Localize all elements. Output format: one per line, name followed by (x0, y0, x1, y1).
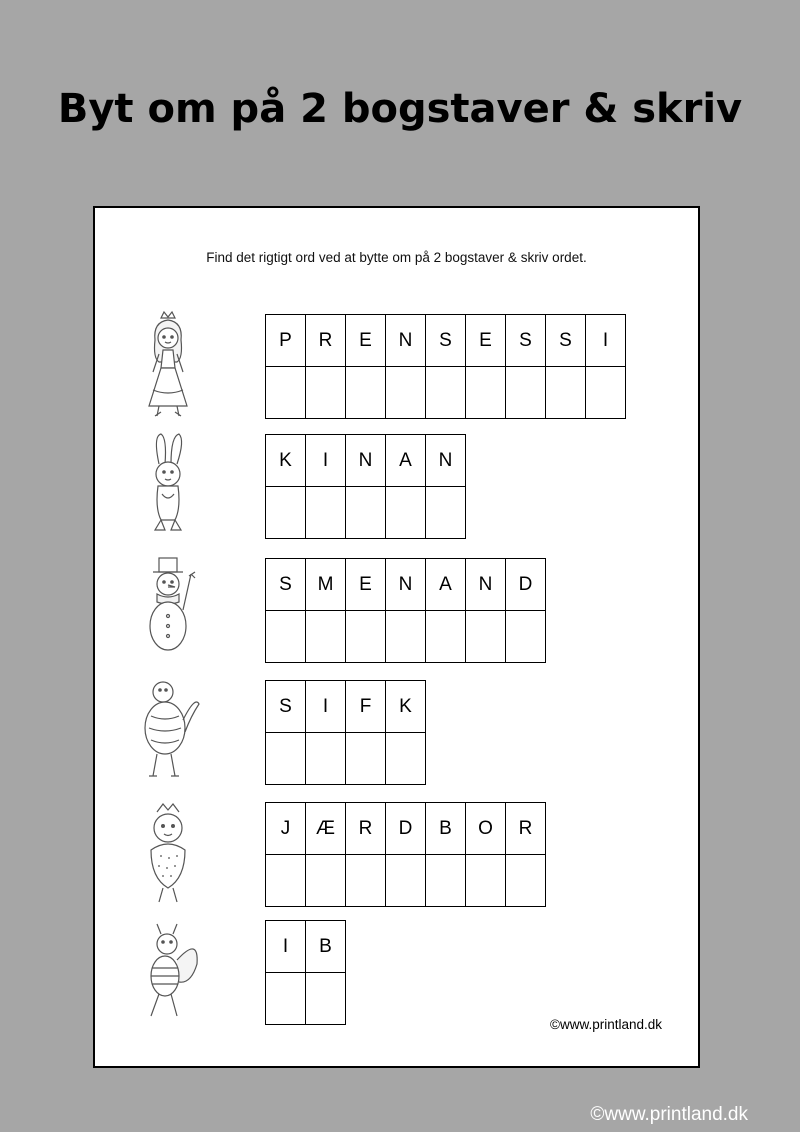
letter-cell: R (346, 803, 386, 855)
answer-cell[interactable] (266, 611, 306, 663)
answer-cell[interactable] (346, 733, 386, 785)
answer-cell[interactable] (506, 855, 546, 907)
answer-cell[interactable] (466, 611, 506, 663)
letter-grid (265, 434, 466, 539)
letter-cell: E (466, 315, 506, 367)
letter-cell: E (346, 559, 386, 611)
answer-cell[interactable] (306, 973, 346, 1025)
letter-grid (265, 802, 546, 907)
letter-grid (265, 920, 346, 1025)
letter-cell: A (426, 559, 466, 611)
answer-cell[interactable] (386, 367, 426, 419)
answer-cell[interactable] (386, 855, 426, 907)
answer-cell[interactable] (546, 367, 586, 419)
letter-cell: K (266, 435, 306, 487)
answer-cell[interactable] (426, 855, 466, 907)
bee-icon (133, 920, 203, 1030)
answer-cell[interactable] (426, 611, 466, 663)
letter-cell: D (506, 559, 546, 611)
letter-cell: S (266, 681, 306, 733)
answer-cell[interactable] (506, 367, 546, 419)
answer-cell[interactable] (346, 367, 386, 419)
instruction-text: Find det rigtigt ord ved at bytte om på 2 bogstaver & skriv ordet. (206, 250, 587, 265)
letter-cell: N (386, 559, 426, 611)
answer-cell[interactable] (386, 733, 426, 785)
letter-cell: I (266, 921, 306, 973)
letter-cell: A (386, 435, 426, 487)
answer-cell[interactable] (346, 611, 386, 663)
answer-cell[interactable] (426, 487, 466, 539)
answer-cell[interactable] (266, 367, 306, 419)
answer-cell[interactable] (346, 855, 386, 907)
letter-cell: O (466, 803, 506, 855)
letter-cell: S (266, 559, 306, 611)
answer-cell[interactable] (466, 367, 506, 419)
letter-cell: S (426, 315, 466, 367)
answer-cell[interactable] (306, 487, 346, 539)
letter-cell: B (426, 803, 466, 855)
answer-cell[interactable] (386, 487, 426, 539)
answer-cell[interactable] (266, 855, 306, 907)
letter-cell: M (306, 559, 346, 611)
letter-cell: J (266, 803, 306, 855)
letter-cell: Æ (306, 803, 346, 855)
answer-cell[interactable] (306, 855, 346, 907)
answer-cell[interactable] (306, 733, 346, 785)
letter-cell: R (506, 803, 546, 855)
letter-cell: E (346, 315, 386, 367)
answer-cell[interactable] (586, 367, 626, 419)
princess-icon (133, 310, 203, 420)
answer-cell[interactable] (306, 367, 346, 419)
letter-grid (265, 314, 626, 419)
letter-cell: F (346, 681, 386, 733)
letter-cell: I (586, 315, 626, 367)
answer-cell[interactable] (266, 973, 306, 1025)
letter-cell: K (386, 681, 426, 733)
answer-cell[interactable] (466, 855, 506, 907)
letter-cell: S (506, 315, 546, 367)
letter-cell: B (306, 921, 346, 973)
letter-cell: R (306, 315, 346, 367)
letter-cell: I (306, 435, 346, 487)
answer-cell[interactable] (266, 487, 306, 539)
letter-grid (265, 558, 546, 663)
strawberry-icon (133, 798, 203, 908)
copyright-text: ©www.printland.dk (550, 1017, 662, 1032)
answer-cell[interactable] (386, 611, 426, 663)
answer-cell[interactable] (266, 733, 306, 785)
watermark-text: ©www.printland.dk (590, 1104, 748, 1125)
worksheet (93, 206, 700, 1068)
answer-cell[interactable] (346, 487, 386, 539)
fish-icon (133, 676, 203, 786)
page-title: Byt om på 2 bogstaver & skriv (57, 86, 743, 132)
bunny-icon (133, 430, 203, 540)
letter-grid (265, 680, 426, 785)
letter-cell: N (386, 315, 426, 367)
letter-cell: N (346, 435, 386, 487)
answer-cell[interactable] (426, 367, 466, 419)
letter-cell: N (426, 435, 466, 487)
answer-cell[interactable] (306, 611, 346, 663)
letter-cell: N (466, 559, 506, 611)
answer-cell[interactable] (506, 611, 546, 663)
letter-cell: S (546, 315, 586, 367)
letter-cell: D (386, 803, 426, 855)
snowman-icon (133, 554, 203, 664)
letter-cell: I (306, 681, 346, 733)
letter-cell: P (266, 315, 306, 367)
